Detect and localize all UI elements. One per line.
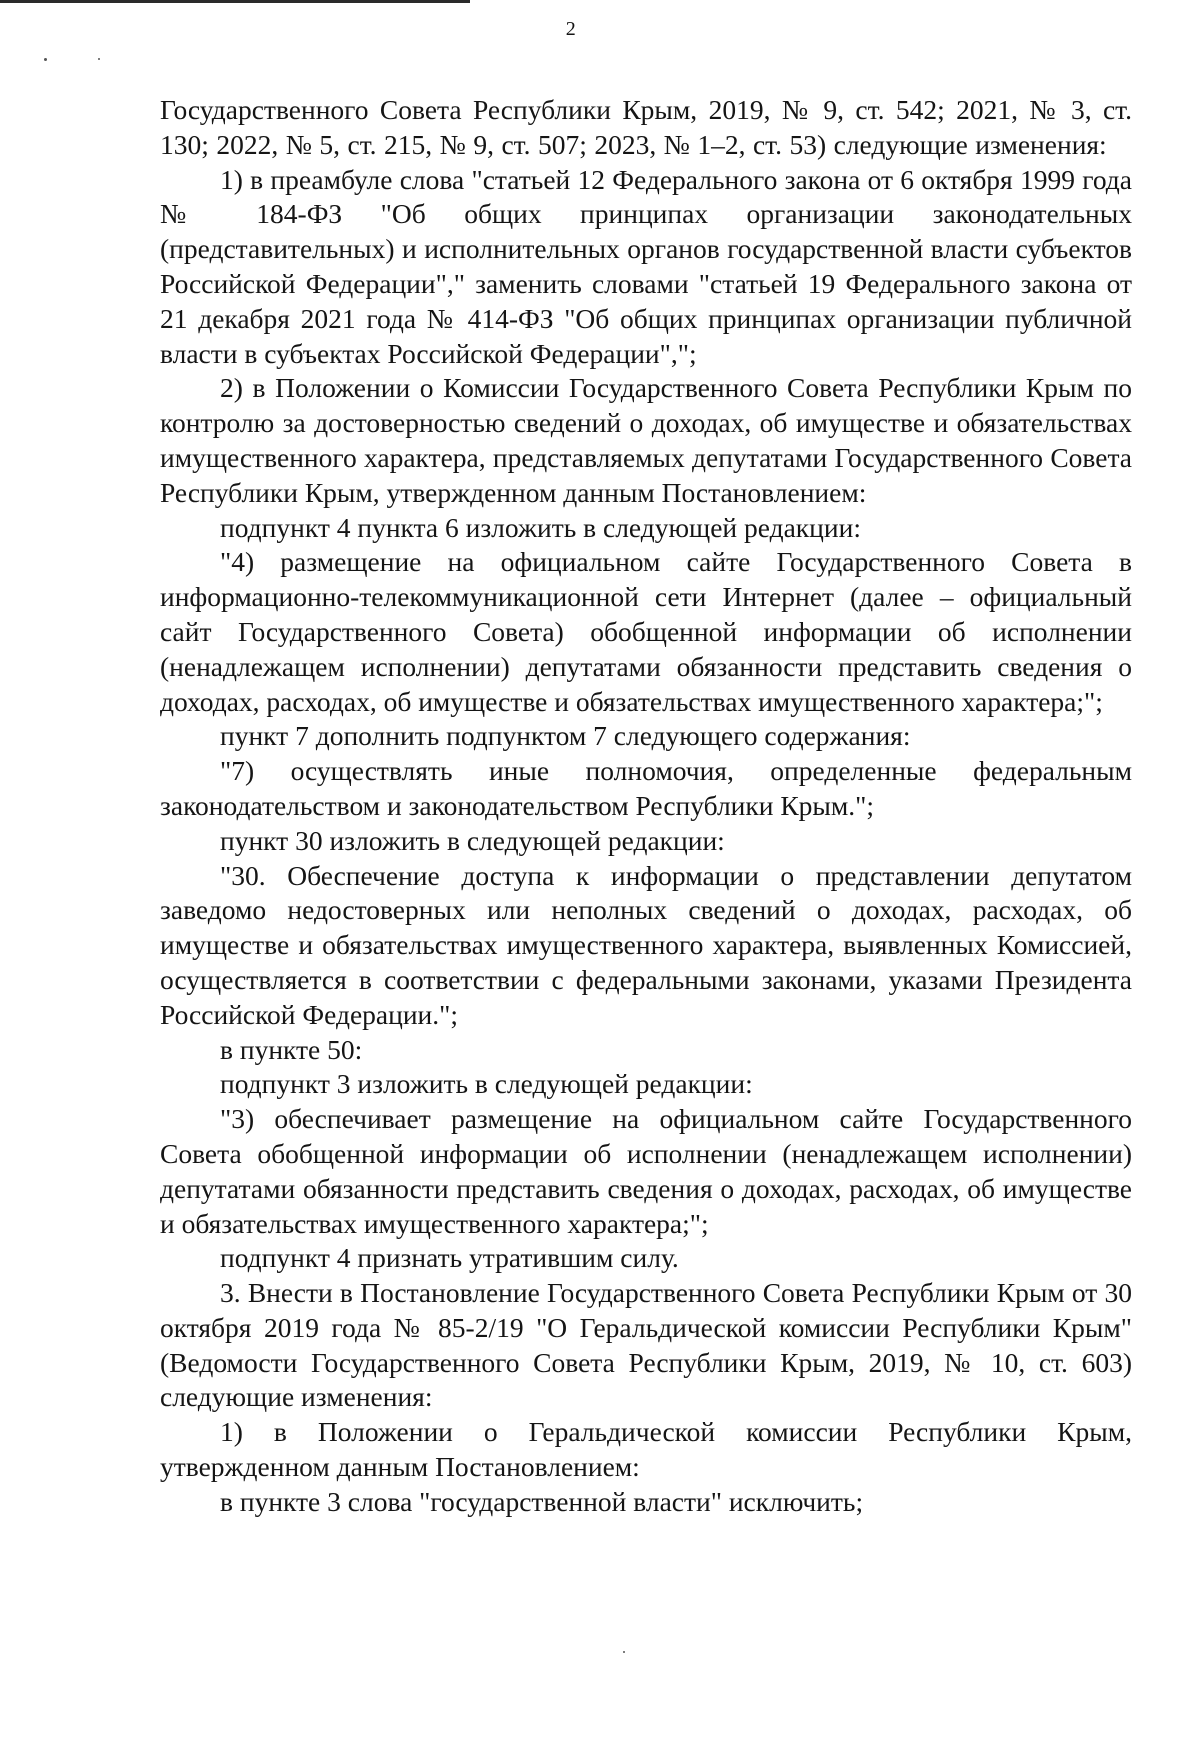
paragraph-subitem-4-void: подпункт 4 признать утратившим силу. bbox=[220, 1242, 679, 1274]
paragraph-heraldic-commission: 3. Внести в Постановление Государственного Совета Республики Крым от 30 октября 2019 года № 85-2/19 "О Геральдической комиссии Республики Крым" (Ведомости Государственного Совета Республики Крым, 2019, № 10, ст. 603) следующие изменения: bbox=[160, 1277, 1132, 1413]
page-number: 2 bbox=[565, 18, 577, 40]
paragraph-subitem-3: подпункт 3 изложить в следующей редакции: bbox=[220, 1068, 753, 1100]
paragraph-continuation: Государственного Совета Республики Крым, 2019, № 9, ст. 542; 2021, № 3, ст. 130; 2022, № 5, ст. 215, № 9, ст. 507; 2023, № 1–2, ст. 53) следующие изменения: bbox=[160, 94, 1132, 160]
paragraph-quoted-subitem-7: "7) осуществлять иные полномочия, определенные федеральным законодательством и законодательством Республики Крым."; bbox=[160, 755, 1132, 821]
paragraph-preamble-amendment: 1) в преамбуле слова "статьей 12 Федерального закона от 6 октября 1999 года № 184-ФЗ "Об общих принципах организации законодательных (представительных) и исполнительных органов государственной власти субъектов Российской Федерации"," заменить словами "статьей 19 Федерального закона от 21 декабря 2021 года № 414-ФЗ "Об общих принципах организации публичной власти в субъектах Российской Федерации","; bbox=[160, 163, 1132, 369]
paragraph-item-7-addition: пункт 7 дополнить подпунктом 7 следующего содержания: bbox=[220, 720, 911, 752]
paragraph-item-3-exclusion: в пункте 3 слова "государственной власти" исключить; bbox=[220, 1485, 864, 1517]
paragraph-quoted-subitem-4: "4) размещение на официальном сайте Государственного Совета в информационно-телекоммуникационной сети Интернет (далее – официальный сайт Государственного Совета) обобщенной информации об исполнении (ненадлежащем исполнении) депутатами обязанности представить сведения о доходах, расходах, об имуществе и обязательствах имущественного характера;"; bbox=[160, 546, 1132, 717]
paragraph-subitem-4-item-6: подпункт 4 пункта 6 изложить в следующей редакции: bbox=[220, 511, 861, 543]
scan-speck bbox=[623, 1651, 625, 1653]
paragraph-heraldic-regulation: 1) в Положении о Геральдической комиссии Республики Крым, утвержденном данным Постановлением: bbox=[160, 1416, 1132, 1483]
paragraph-quoted-item-30: "30. Обеспечение доступа к информации о представлении депутатом заведомо недостоверных или неполных сведений о доходах, расходах, об имуществе и обязательствах имущественного характера, выявленных Комиссией, осуществляется в соответствии с федеральными законами, указами Президента Российской Федерации."; bbox=[160, 859, 1132, 1030]
paragraph-quoted-subitem-3: "3) обеспечивает размещение на официальном сайте Государственного Совета обобщенной информации об исполнении (ненадлежащем исполнении) депутатами обязанности представить сведения о доходах, расходах, об имуществе и обязательствах имущественного характера;"; bbox=[160, 1103, 1132, 1239]
paragraph-item-30: пункт 30 изложить в следующей редакции: bbox=[220, 824, 725, 856]
paragraph-item-50: в пункте 50: bbox=[220, 1033, 363, 1065]
document-body bbox=[160, 93, 1132, 1520]
scan-speck bbox=[44, 58, 47, 61]
scan-speck bbox=[98, 58, 100, 60]
scan-top-edge-rule bbox=[0, 0, 470, 3]
paragraph-commission-regulation: 2) в Положении о Комиссии Государственного Совета Республики Крым по контролю за достоверностью сведений о доходах, об имуществе и обязательствах имущественного характера, представляемых депутатами Государственного Совета Республики Крым, утвержденном данным Постановлением: bbox=[160, 372, 1132, 508]
